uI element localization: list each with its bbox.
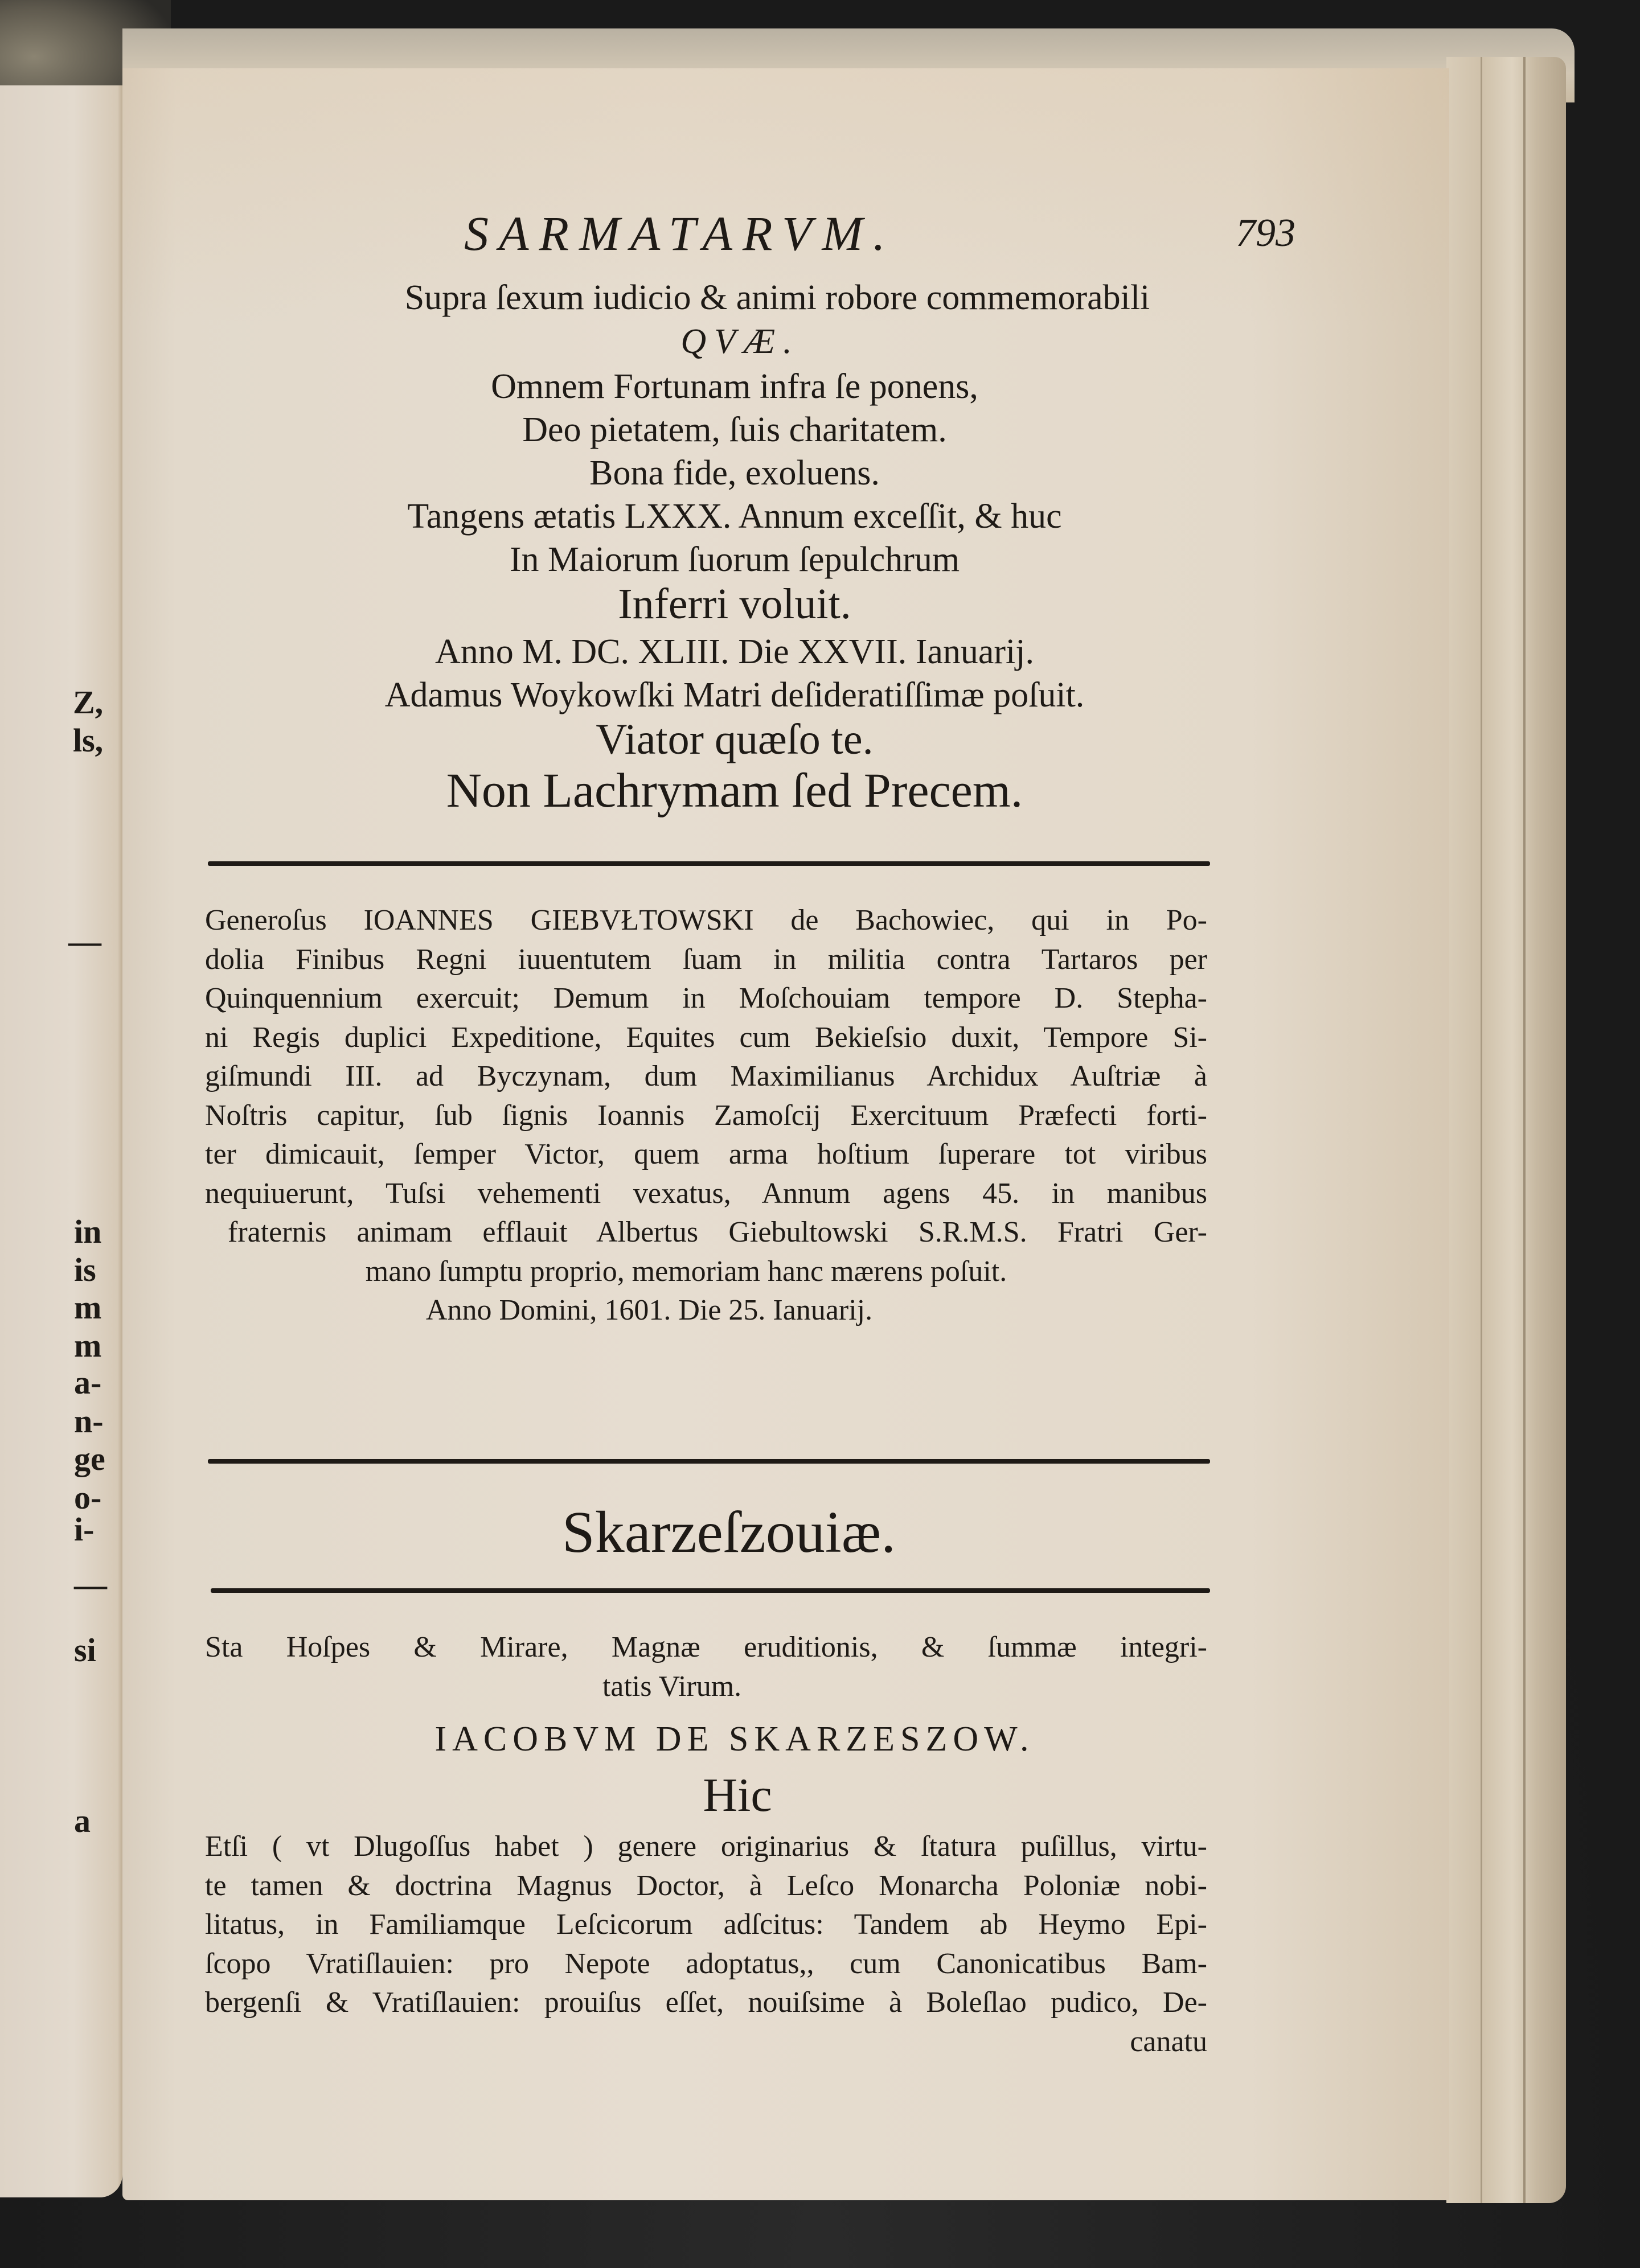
book-page-edges bbox=[1446, 57, 1566, 2203]
epitaph-line: Bona fide, exoluens. bbox=[589, 454, 880, 492]
paragraph-date: Anno Domini, 1601. Die 25. Ianuarij. bbox=[425, 1294, 873, 1326]
epitaph-three-body bbox=[205, 1827, 1207, 2061]
left-page-fragment: ge bbox=[74, 1440, 105, 1477]
paragraph-line: Sta Hoſpes & Mirare, Magnæ eruditionis, & ſummæ integri- bbox=[205, 1631, 1207, 1663]
paragraph-line: nequiuerunt, Tuſsi vehementi vexatus, Annum agens 45. in manibus bbox=[205, 1177, 1207, 1210]
person-name: IACOBVM DE SKARZESZOW. bbox=[434, 1720, 1035, 1758]
left-page-fragment: Z, bbox=[73, 684, 104, 721]
paragraph-line: ſcopo Vratiſlauien: pro Nepote adoptatus,, cum Canonicatibus Bam- bbox=[205, 1947, 1207, 1980]
paragraph-line: dolia Finibus Regni iuuentutem ſuam in militia contra Tartaros per bbox=[205, 943, 1207, 976]
epitaph-closing: Non Lachrymam ſed Precem. bbox=[446, 763, 1023, 817]
paragraph-line: tatis Virum. bbox=[602, 1670, 742, 1703]
paragraph-line: ter dimicauit, ſemper Victor, quem arma hoſtium ſuperare tot viribus bbox=[205, 1138, 1207, 1170]
epitaph-line-large: Inferri voluit. bbox=[618, 580, 851, 628]
left-page-fragment: o- bbox=[74, 1479, 102, 1516]
epitaph-line: Omnem Fortunam infra ſe ponens, bbox=[491, 367, 978, 406]
left-page-fragment: in bbox=[74, 1213, 102, 1250]
left-page-fragment: i- bbox=[74, 1511, 95, 1548]
epitaph-date: Anno M. DC. XLIII. Die XXVII. Ianuarij. bbox=[434, 632, 1035, 671]
paragraph-line: ni Regis duplici Expeditione, Equites cum Bekieſsio duxit, Tempore Si- bbox=[205, 1021, 1207, 1054]
page-text-block bbox=[191, 68, 1364, 2200]
horizontal-rule bbox=[208, 1459, 1210, 1464]
paragraph-line: Quinquennium exercuit; Demum in Moſchouiam tempore D. Stepha- bbox=[205, 982, 1207, 1014]
horizontal-rule bbox=[211, 1588, 1210, 1593]
epitaph-line-large: Viator quæſo te. bbox=[596, 716, 874, 763]
paragraph-line: Noſtris capitur, ſub ſignis Ioannis Zamoſcij Exercituum Præfecti forti- bbox=[205, 1099, 1207, 1132]
page-number: 793 bbox=[1236, 211, 1295, 255]
epitaph-line: Supra ſexum iudicio & animi robore commemorabili bbox=[404, 278, 1150, 317]
left-page-sliver bbox=[0, 85, 122, 2197]
left-page-fragment: — bbox=[74, 1566, 107, 1603]
book-page bbox=[122, 68, 1449, 2200]
epitaph-line: Tangens ætatis LXXX. Annum exceſſit, & huc bbox=[407, 497, 1062, 536]
left-page-fragment: is bbox=[74, 1251, 96, 1288]
epitaph-line: In Maiorum ſuorum ſepulchrum bbox=[509, 540, 960, 579]
paragraph-line: Etſi ( vt Dlugoſſus habet ) genere originarius & ſtatura puſillus, virtu- bbox=[205, 1830, 1207, 1863]
left-page-fragment: m bbox=[74, 1327, 102, 1364]
paragraph-line: litatus, in Familiamque Leſcicorum adſcitus: Tandem ab Heymo Epi- bbox=[205, 1908, 1207, 1941]
section-title: Skarzeſzouiæ. bbox=[561, 1499, 896, 1565]
epitaph-line: Adamus Woykowſki Matri deſideratiſſimæ poſuit. bbox=[384, 676, 1085, 714]
left-page-fragment: m bbox=[74, 1289, 102, 1326]
paragraph-line: mano ſumptu proprio, memoriam hanc mærens poſuit. bbox=[365, 1255, 1007, 1288]
left-page-fragment: a bbox=[74, 1802, 91, 1839]
paragraph-line: bergenſi & Vratiſlauien: prouiſus eſſet, nouiſsime à Boleſlao pudico, De- bbox=[205, 1986, 1207, 2019]
epitaph-line: Deo pietatem, ſuis charitatem. bbox=[522, 410, 947, 449]
left-page-fragment: n- bbox=[74, 1403, 104, 1440]
paragraph-line: fraternis animam efflauit Albertus Giebultowski S.R.M.S. Fratri Ger- bbox=[228, 1216, 1207, 1248]
epitaph-hic: Hic bbox=[703, 1769, 772, 1822]
catchword: canatu bbox=[1130, 2025, 1207, 2058]
left-page-fragment: a- bbox=[74, 1364, 102, 1401]
running-head: SARMATARVM. bbox=[464, 206, 896, 261]
left-page-fragment: — bbox=[68, 923, 101, 960]
epitaph-three-intro bbox=[205, 1628, 1207, 1706]
paragraph-line: te tamen & doctrina Magnus Doctor, à Leſco Monarcha Poloniæ nobi- bbox=[205, 1869, 1207, 1902]
paragraph-line: giſmundi III. ad Byczynam, dum Maximilianus Archidux Auſtriæ à bbox=[205, 1060, 1207, 1092]
horizontal-rule bbox=[208, 861, 1210, 866]
left-page-fragment: si bbox=[74, 1632, 96, 1669]
epitaph-two bbox=[205, 901, 1207, 1330]
epitaph-heading: QVÆ. bbox=[680, 322, 800, 361]
paragraph-line: Generoſus IOANNES GIEBVŁTOWSKI de Bachowiec, qui in Po- bbox=[205, 904, 1207, 936]
left-page-fragment: ls, bbox=[73, 722, 104, 759]
